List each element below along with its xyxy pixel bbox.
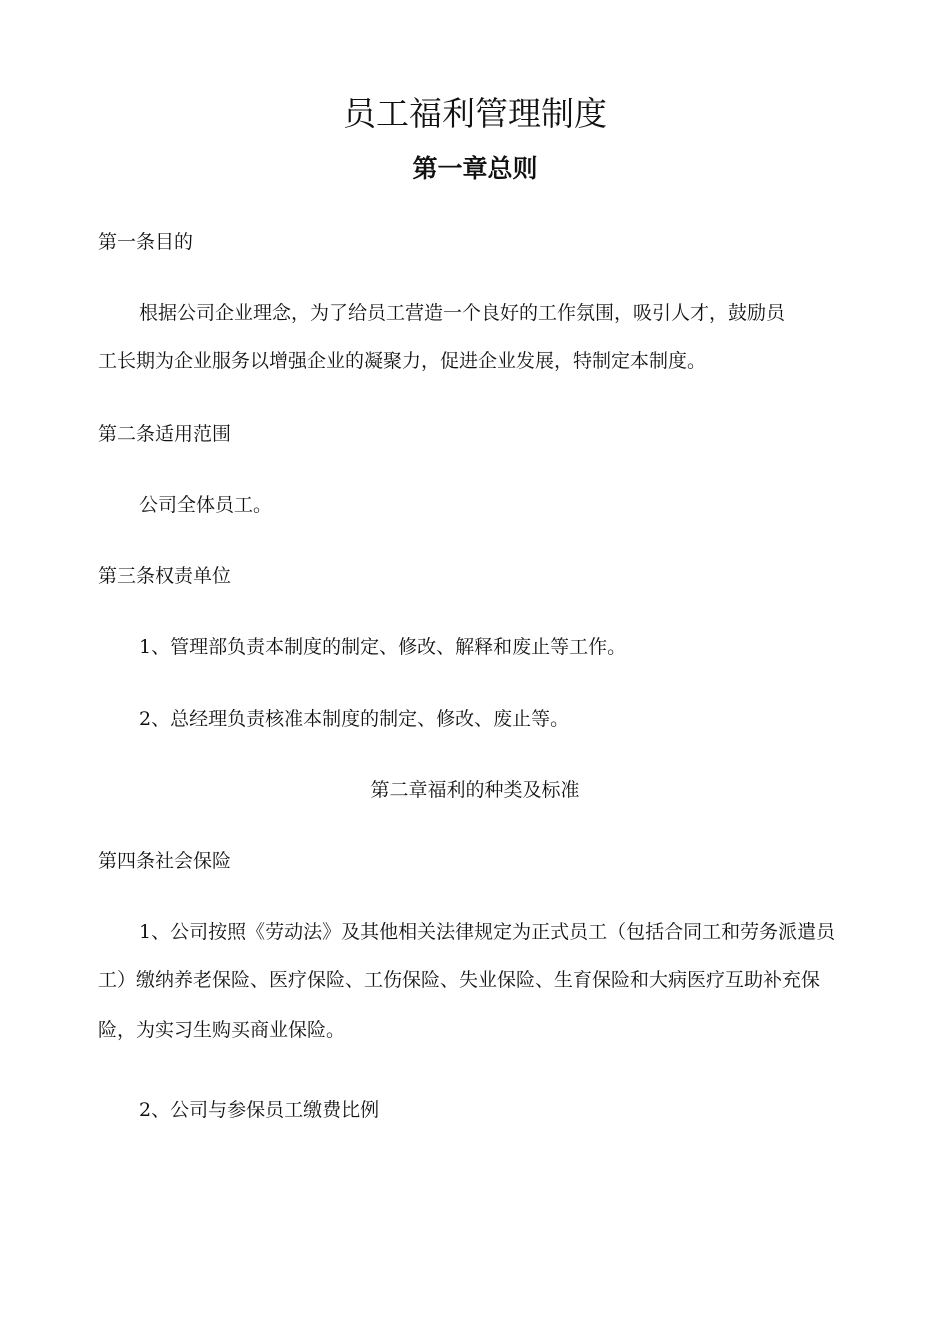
article-4-item-2: 2、公司与参保员工缴费比例 (139, 1099, 380, 1121)
article-3-heading: 第三条权责单位 (98, 565, 232, 587)
article-2-heading: 第二条适用范围 (98, 423, 232, 445)
article-1-heading: 第一条目的 (98, 231, 194, 253)
document-title: 员工福利管理制度 (343, 94, 607, 133)
article-1-paragraph-line-2: 工长期为企业服务以增强企业的凝聚力，促进企业发展，特制定本制度。 (98, 350, 707, 372)
chapter-1-title: 第一章总则 (412, 154, 538, 183)
article-3-item-2: 2、总经理负责核准本制度的制定、修改、废止等。 (139, 708, 570, 730)
article-4-heading: 第四条社会保险 (98, 850, 232, 872)
article-4-item-1-line-2: 工）缴纳养老保险、医疗保险、工伤保险、失业保险、生育保险和大病医疗互助补充保 (98, 969, 821, 991)
article-3-item-1: 1、管理部负责本制度的制定、修改、解释和废止等工作。 (139, 636, 627, 658)
article-1-paragraph-line-1: 根据公司企业理念，为了给员工营造一个良好的工作氛围，吸引人才，鼓励员 (139, 302, 786, 324)
article-4-item-1-line-1: 1、公司按照《劳动法》及其他相关法律规定为正式员工（包括合同工和劳务派遣员 (139, 921, 836, 943)
chapter-2-title: 第二章福利的种类及标准 (370, 779, 580, 801)
article-2-body: 公司全体员工。 (139, 494, 273, 516)
article-4-item-1-line-3: 险，为实习生购买商业保险。 (98, 1019, 346, 1041)
